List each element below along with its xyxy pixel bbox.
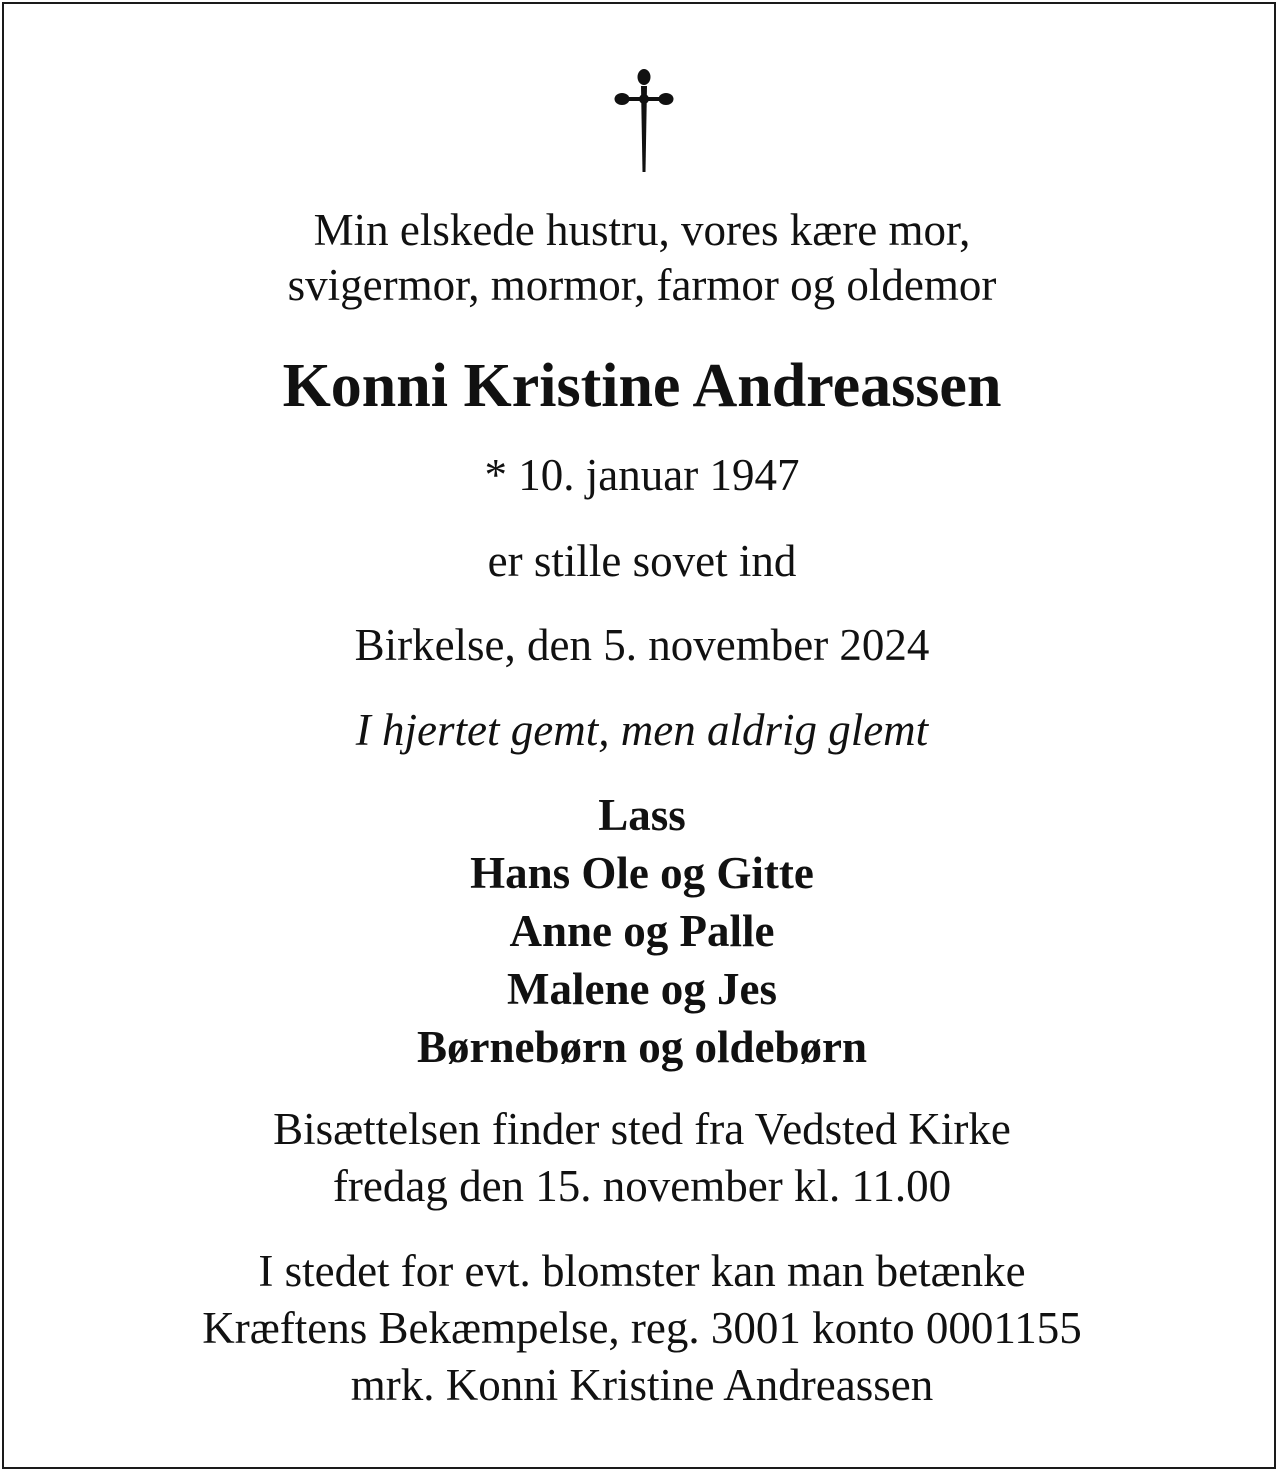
family-member: Børnebørn og oldebørn: [416, 1022, 868, 1072]
obituary-frame: [2, 2, 1276, 1469]
quote: I hjertet gemt, men aldrig glemt: [355, 705, 929, 755]
family-member: Malene og Jes: [507, 964, 777, 1014]
birth-date: * 10. januar 1947: [484, 450, 800, 500]
intro-line-2: svigermor, mormor, farmor og oldemor: [287, 260, 997, 310]
family-member: Hans Ole og Gitte: [470, 848, 814, 898]
donation-line-1: I stedet for evt. blomster kan man betænke: [258, 1246, 1026, 1296]
place-date: Birkelse, den 5. november 2024: [354, 620, 930, 670]
funeral-line-2: fredag den 15. november kl. 11.00: [332, 1161, 952, 1211]
family-member: Lass: [598, 790, 686, 840]
donation-line-3: mrk. Konni Kristine Andreassen: [350, 1360, 934, 1410]
intro-line-1: Min elskede hustru, vores kære mor,: [313, 205, 971, 255]
passing-phrase: er stille sovet ind: [487, 536, 797, 586]
cross-icon: [614, 64, 674, 174]
deceased-name: Konni Kristine Andreassen: [282, 352, 1002, 420]
funeral-line-1: Bisættelsen finder sted fra Vedsted Kirke: [273, 1104, 1011, 1154]
donation-line-2: Kræftens Bekæmpelse, reg. 3001 konto 0001155: [202, 1303, 1082, 1353]
family-member: Anne og Palle: [509, 906, 775, 956]
